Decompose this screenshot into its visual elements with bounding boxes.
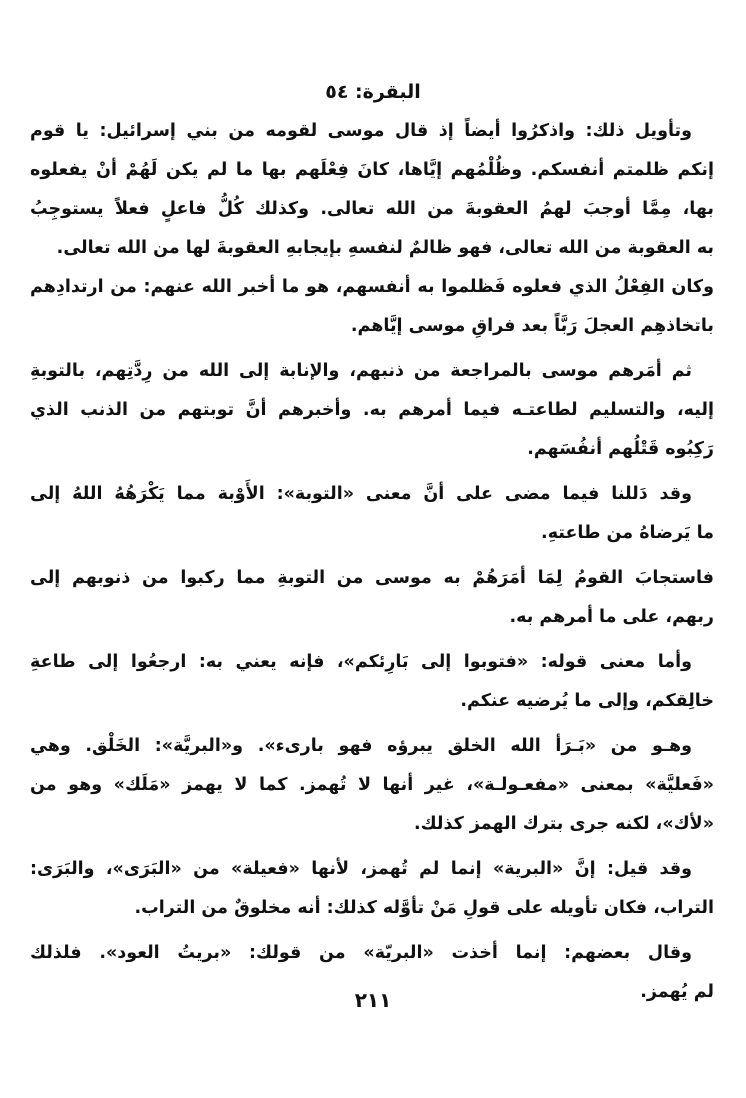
paragraph: [30, 112, 714, 268]
text-line: وقال بعضهم: إنما أخذت «البريّة» من قولك: «بريتُ العود». فلذلك: [30, 943, 692, 963]
text-line: لم يُهمز.: [640, 982, 714, 1002]
text-line: وقد دَللنا فيما مضى على أنَّ معنى «التوبة»: الأَوْبة مما يَكْرَهُهُ اللهُ إلى: [30, 484, 692, 504]
paragraph: [30, 352, 714, 469]
page-footer: [0, 986, 746, 1014]
text-line: التراب، فكان تأويله على قولِ مَنْ تأوَّله كذلك: أنه مخلوقٌ من التراب.: [134, 898, 714, 918]
text-line: إليه، والتسليم لطاعتـه فيما أمرهم به. وأخبرهم أنَّ توبتهم من الذنب الذي: [30, 400, 714, 420]
text-line: وتأويل ذلك: واذكرُوا أيضاً إذ قال موسى لقومه من بني إسرائيل: يا قوم: [30, 121, 692, 141]
text-line: خالِقكم، وإلى ما يُرضيه عنكم.: [460, 691, 714, 711]
text-line: ما يَرضاهُ من طاعتهِ.: [541, 523, 714, 543]
text-line: بها، مِمَّا أوجبَ لهمُ العقوبةَ من الله تعالى. وكذلك كُلُّ فاعلٍ فعلاً يستوجِبُ: [30, 199, 714, 219]
paragraph: [30, 727, 714, 844]
text-line: وكان الفِعْلُ الذي فعلوه فَظلموا به أنفسهم، هو ما أخبر الله عنهم: من ارتدادِهم: [30, 277, 714, 297]
paragraph: [30, 643, 714, 721]
page-header: [0, 78, 746, 106]
text-line: «لأك»، لكنه جرى بترك الهمز كذلك.: [413, 814, 714, 834]
paragraph: [30, 268, 714, 346]
paragraph: [30, 850, 714, 928]
text-line: وأما معنى قوله: «فتوبوا إلى بَارِئكم»، فإنه يعني به: ارجعُوا إلى طاعةِ: [30, 652, 692, 672]
text-line: إنكم ظلمتم أنفسكم. وظُلْمُهم إيَّاها، كانَ فِعْلَهم بها ما لم يكن لَهُمْ أنْ يفعلوه: [30, 160, 714, 180]
text-line: ربهم، على ما أمرهم به.: [509, 607, 714, 627]
text-line: وهـو من «بَـرَأ الله الخلق يبرؤه فهو بارىء». و«البريَّة»: الخَلْق. وهي: [30, 736, 692, 756]
text-line: فاستجابَ القومُ لِمَا أمَرَهُمْ به موسى من التوبةِ مما ركبوا من ذنوبهم إلى: [30, 568, 714, 588]
text-line: وقد قيل: إنَّ «البرية» إنما لم تُهمز، لأنها «فعيلة» من «البَرَى»، والبَرَى:: [30, 859, 692, 879]
text-line: ثم أمَرهم موسى بالمراجعة من ذنبهم، والإنابة إلى الله من رِدَّتِهم، بالتوبةِ: [30, 361, 692, 381]
body-text: [30, 112, 714, 1012]
surah-heading: البقرة: ٥٤: [325, 81, 421, 103]
text-line: رَكِبُوه قَتْلُهم أنفُسَهم.: [527, 439, 714, 459]
text-line: باتخاذهِم العجلَ رَبَّاً بعد فراقِ موسى إيَّاهم.: [350, 316, 714, 336]
paragraph: [30, 559, 714, 637]
page-number: ٢١١: [354, 988, 392, 1012]
text-line: به العقوبة من الله تعالى، فهو ظالمٌ لنفسهِ بإيجابهِ العقوبةَ لها من الله تعالى.: [56, 238, 714, 258]
paragraph: [30, 475, 714, 553]
text-line: «فَعليَّة» بمعنى «مفعـولـة»، غير أنها لا تُهمز. كما لا يهمز «مَلَك» وهو من: [30, 775, 714, 795]
